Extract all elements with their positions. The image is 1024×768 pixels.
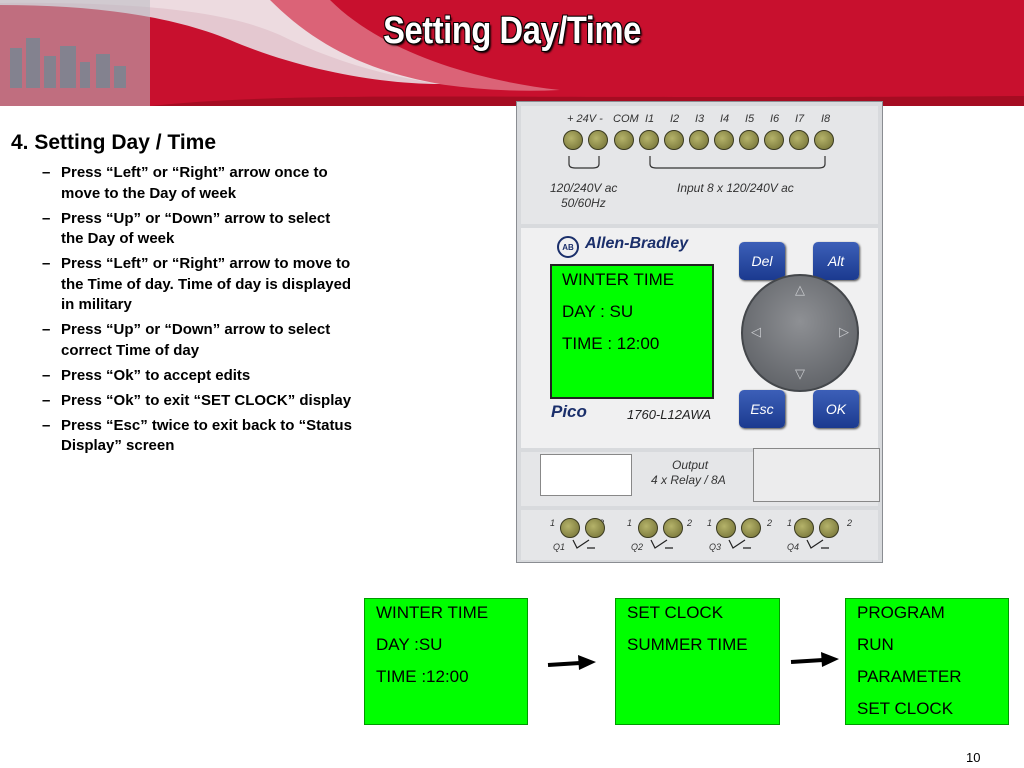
list-item [42,416,352,457]
list-item [42,254,352,316]
relay-pin-label: 1 [707,518,713,528]
ok-button: OK [813,390,859,428]
relay-label: Q1 [553,542,566,552]
allen-bradley-logo-icon: AB [557,236,579,258]
list-item [42,163,352,204]
model-number: 1760-L12AWA [627,407,712,422]
bullet-dash: – [42,416,51,434]
lcd-line: TIME : 12:00 [562,334,660,353]
display-set-clock-box [615,598,780,725]
list-item [42,391,352,412]
terminal-label: I2 [670,113,680,125]
input-rating-label: Input 8 x 120/240V ac [677,181,794,195]
bullet-dash: – [42,255,51,272]
instruction-list [42,163,352,461]
display-line: PROGRAM [857,603,945,622]
del-button: Del [739,242,785,280]
relay-label: Q3 [709,542,722,552]
pico-controller-image [516,101,883,563]
display-line: SUMMER TIME [627,635,748,654]
relay-pin-label: 2 [687,518,693,528]
terminal-label: I7 [795,113,805,125]
display-line: PARAMETER [857,667,962,686]
down-arrow-icon: ▽ [795,366,805,381]
instruction-text: Press “Up” or “Down” arrow to select the Day of week [61,209,331,247]
display-winter-time-box [364,598,528,725]
section-heading: 4. Setting Day / Time [11,131,217,154]
relay-symbol-graphic [517,532,882,556]
display-main-menu-box [845,598,1009,725]
instruction-text: Press “Left” or “Right” arrow once to move to the Day of week [61,164,328,202]
terminal-label: + 24V - [567,113,603,125]
lcd-line: WINTER TIME [562,270,675,289]
relay-pin-label: 2 [767,518,773,528]
label-window [540,454,632,496]
slide-title: Setting Day/Time [383,10,641,52]
esc-button: Esc [739,390,785,428]
display-line: SET CLOCK [857,699,954,718]
list-item [42,320,352,361]
instruction-text: Press “Ok” to accept edits [61,366,251,384]
relay-rating-label: 4 x Relay / 8A [651,473,726,487]
output-label: Output [672,458,709,472]
display-line: TIME :12:00 [376,667,469,686]
instruction-text: Press “Ok” to exit “SET CLOCK” display [61,391,352,409]
bullet-dash: – [42,391,51,409]
terminal-label: COM [613,113,639,125]
power-label: 120/240V ac [550,181,618,195]
display-line: DAY :SU [376,635,443,654]
bullet-dash: – [42,366,51,384]
terminal-label: I6 [770,113,780,125]
relay-pin-label: 1 [627,518,633,528]
terminal-label: I5 [745,113,755,125]
display-line: WINTER TIME [376,603,489,622]
bullet-dash: – [42,164,51,181]
terminal-label: I3 [695,113,705,125]
terminal-label: I4 [720,113,730,125]
lcd-line: DAY : SU [562,302,634,321]
power-frequency-label: 50/60Hz [561,196,606,210]
list-item [42,366,352,387]
instruction-text: Press “Esc” twice to exit back to “Status Display” screen [61,416,352,454]
up-arrow-icon: △ [795,282,805,297]
lcd-screen [550,264,714,399]
left-arrow-icon: ◁ [751,324,761,339]
relay-label: Q4 [787,542,800,552]
right-arrow-icon: ▷ [839,324,849,339]
product-name: Pico [551,402,587,421]
bullet-dash: – [42,209,51,227]
cover-panel [753,448,880,502]
terminal-label: I8 [821,113,831,125]
display-line: RUN [857,635,894,654]
alt-button: Alt [813,242,859,280]
terminal-label: I1 [645,113,655,125]
bullet-dash: – [42,321,51,338]
page-number: 10 [966,750,981,765]
instruction-text: Press “Left” or “Right” arrow to move to the Time of day. Time of day is displayed in military [61,255,352,313]
title-banner [0,0,1024,106]
relay-pin-label: 1 [787,518,793,528]
relay-pin-label: 1 [550,518,556,528]
right-arrow-icon [546,650,598,674]
direction-pad [741,274,859,392]
list-item [42,209,352,250]
brand-name: Allen-Bradley [585,235,689,252]
relay-label: Q2 [631,542,644,552]
display-line: SET CLOCK [627,603,724,622]
right-arrow-icon [789,648,841,672]
instruction-text: Press “Up” or “Down” arrow to select correct Time of day [61,321,331,359]
relay-pin-label: 2 [847,518,853,528]
